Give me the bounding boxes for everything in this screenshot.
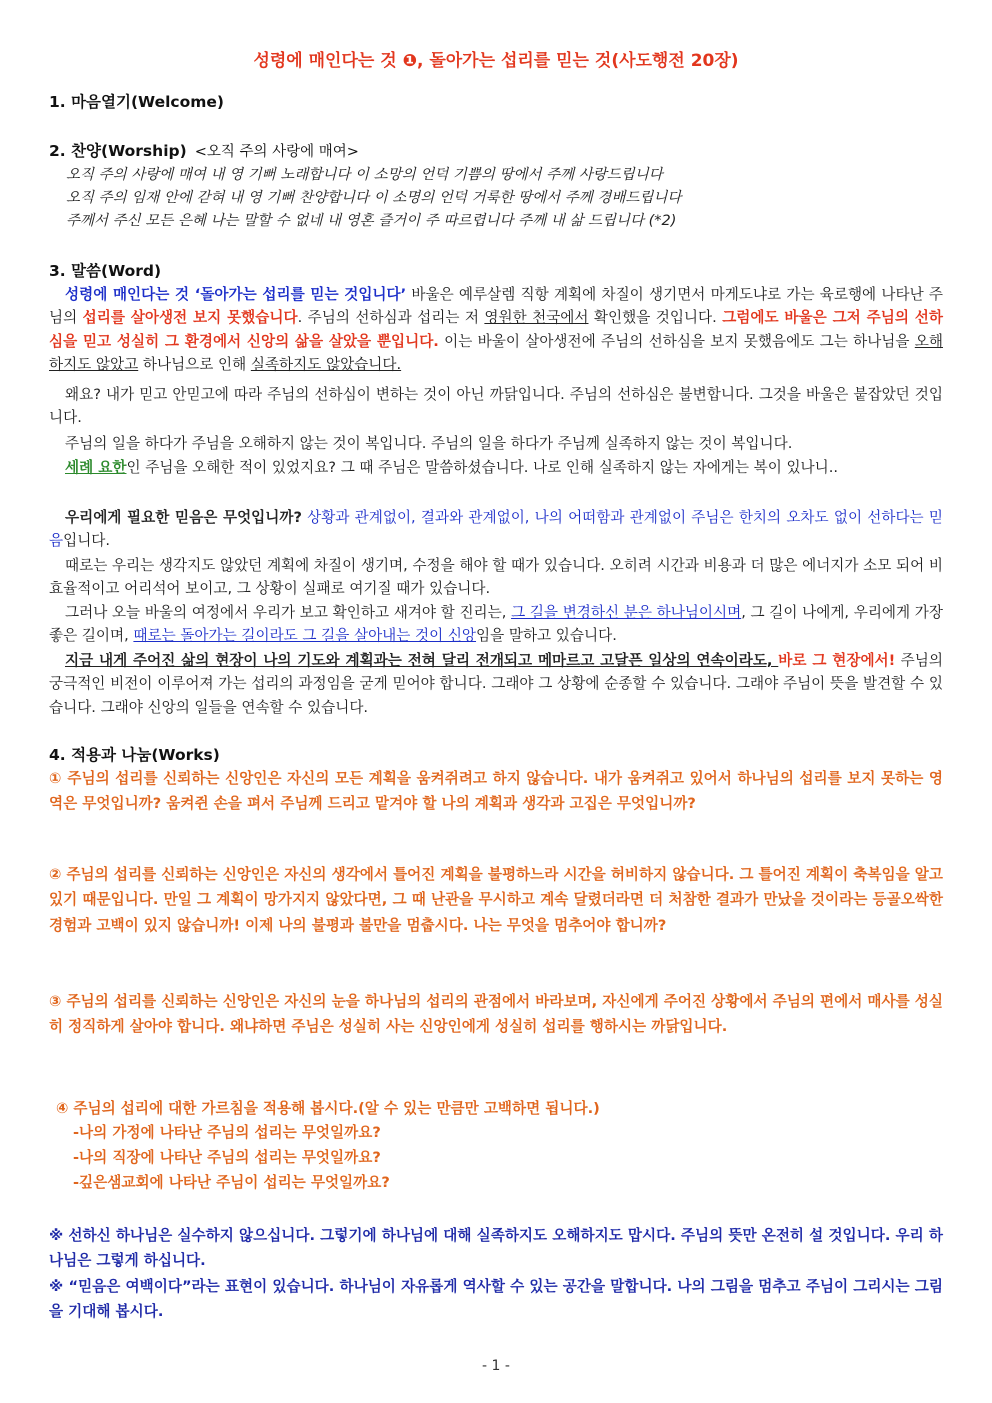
- closing-note-1: ※ 선하신 하나님은 실수하지 않으십니다. 그렇기에 하나님에 대해 실족하지도 오해하지도 맙시다. 주님의 뜻만 온전히 설 것입니다. 우리 하나님은 그렇게 하십니다.: [49, 1227, 943, 1270]
- word-p7-e: 임을 말하고 있습니다.: [476, 627, 617, 645]
- word-p1-lead: 성령에 매인다는 것 ‘돌아가는 섭리를 믿는 것입니다’: [65, 286, 407, 303]
- word-p1-e: 영원한 천국에서: [484, 309, 589, 327]
- word-p8-b: 바로 그 현장에서!: [778, 652, 896, 669]
- works-question-4: ④ 주님의 섭리에 대한 가르침을 적용해 봅시다.(알 수 있는 만큼만 고백하면 됩니다.): [56, 1100, 600, 1117]
- works-question-1: ① 주님의 섭리를 신뢰하는 신앙인은 자신의 모든 계획을 움켜쥐려고 하지 않습니다. 내가 움켜쥐고 있어서 하나님의 섭리를 보지 못하는 영역은 무엇입니까? 움켜쥔 손을 펴서 주님께 드리고 맡겨야 할 나의 계획과 생각과 고집은 무엇입니까?: [49, 770, 943, 813]
- works-question-4-item-1: -나의 가정에 나타난 주님의 섭리는 무엇일까요?: [73, 1124, 381, 1141]
- word-paragraph-3: 주님의 일을 하다가 주님을 오해하지 않는 것이 복입니다. 주님의 일을 하다가 주님께 실족하지 않는 것이 복입니다.: [65, 435, 793, 452]
- word-p4-b: 인 주님을 오해한 적이 있었지요? 그 때 주님은 말씀하셨습니다. 나로 인해 실족하지 않는 자에게는 복이 있나니..: [126, 459, 839, 476]
- word-p1-b: 바울은 예루살렘 직항 계획에 차질이 생기면서 마게도냐로 가는 육로행에 나타난 주님의: [49, 286, 944, 327]
- song-line-1: 오직 주의 사랑에 매여 내 영 기뻐 노래합니다 이 소망의 언덕 기쁨의 땅에서 주께 사랑드립니다: [66, 167, 663, 183]
- worship-heading-text: 2. 찬양(Worship): [49, 142, 187, 160]
- song-title: <오직 주의 사랑에 매여>: [194, 144, 359, 160]
- works-question-4-item-2: -나의 직장에 나타난 주님의 섭리는 무엇일까요?: [73, 1149, 381, 1166]
- word-p8-a: 지금 내게 주어진 삶의 현장이 나의 기도와 계획과는 전혀 달리 전개되고 메마르고 고달픈 일상의 연속이라도,: [65, 652, 779, 669]
- section-word-heading: 3. 말씀(Word): [49, 262, 162, 280]
- works-question-4-item-3: -깊은샘교회에 나타난 주님이 섭리는 무엇일까요?: [73, 1174, 390, 1191]
- page-number: - 1 -: [482, 1358, 510, 1374]
- word-paragraph-4: [49, 456, 943, 479]
- word-paragraph-7: [49, 601, 943, 648]
- page-title: 성령에 매인다는 것 ❶, 돌아가는 섭리를 믿는 것(사도행전 20장): [253, 51, 739, 71]
- section-works-heading: 4. 적용과 나눔(Works): [49, 746, 220, 764]
- word-p1-d: . 주님의 선하심과 섭리는 저: [297, 309, 485, 327]
- word-p8-c: 주님의 궁극적인 비전이 이루어져 가는 섭리의 과정임을 굳게 믿어야 합니다. 그래야 그 상황에 순종할 수 있습니다. 그래야 주님이 뜻을 발견할 수 있습니다. 그래야 신앙의 일들을 연속할 수 있습니다.: [49, 652, 943, 716]
- word-paragraph-2: 왜요? 내가 믿고 안믿고에 따라 주님의 선하심이 변하는 것이 아닌 까닭입니다. 주님의 선하심은 불변합니다. 그것을 바울은 붙잡았던 것입니다.: [49, 386, 943, 427]
- song-line-3: 주께서 주신 모든 은혜 나는 말할 수 없네 내 영혼 즐거이 주 따르렵니다 주께 내 삶 드립니다 (*2): [66, 213, 677, 229]
- word-paragraph-5: [49, 506, 943, 553]
- word-paragraph-1: [49, 283, 943, 376]
- word-p1-k: 실족하지도 않았습니다.: [250, 355, 402, 373]
- section-worship-heading: [49, 139, 359, 161]
- word-p7-d: 때로는 돌아가는 길이라도 그 길을 살아내는 것이 신앙: [133, 627, 477, 645]
- word-p1-i: 오해하지도 않았고: [49, 332, 943, 373]
- word-p1-c: 섭리를 살아생전 보지 못했습니다: [82, 309, 298, 327]
- song-line-2: 오직 주의 임재 안에 갇혀 내 영 기뻐 찬양합니다 이 소명의 언덕 거룩한 땅에서 주께 경배드립니다: [66, 190, 682, 206]
- closing-note-2: ※ “믿음은 여백이다”라는 표현이 있습니다. 하나님이 자유롭게 역사할 수 있는 공간을 말합니다. 나의 그림을 멈추고 주님이 그리시는 그림을 기대해 봅시다.: [49, 1278, 943, 1321]
- word-paragraph-6: 때로는 우리는 생각지도 않았던 계획에 차질이 생기며, 수정을 해야 할 때가 있습니다. 오히려 시간과 비용과 더 많은 에너지가 소모 되어 비효율적이고 어리석어 보이고, 그 상황이 실패로 여기질 때가 있습니다.: [49, 557, 943, 598]
- word-p5-b: 상황과 관계없이, 결과와 관계없이, 나의 어떠함과 관계없이 주님은 한치의 오차도 없이 선하다는 믿음: [49, 509, 943, 550]
- word-p1-g: 그럼에도 바울은 그저 주님의 선하심을 믿고 성실히 그 환경에서 신앙의 삶을 살았을 뿐입니다.: [49, 309, 943, 350]
- section-welcome-heading: 1. 마음열기(Welcome): [49, 93, 224, 111]
- word-p5-a: 우리에게 필요한 믿음은 무엇입니까?: [65, 509, 302, 526]
- works-question-2: ② 주님의 섭리를 신뢰하는 신앙인은 자신의 생각에서 틀어진 계획을 불평하느라 시간을 허비하지 않습니다. 그 틀어진 계획이 축복임을 알고 있기 때문입니다. 만일 그 계획이 망가지지 않았다면, 그 때 난관을 무시하고 계속 달렸더라면 더 처참한 결과가 만났을 것이라는 등골오싹한 경험과 고백이 있지 않습니까! 이제 나의 불평과 불만을 멈춥시다. 나는 무엇을 멈추어야 합니까?: [49, 866, 943, 934]
- word-p1-j: 하나님으로 인해: [138, 355, 251, 373]
- word-p7-a: 그러나 오늘 바울의 여정에서 우리가 보고 확인하고 새겨야 할 진리는,: [65, 604, 512, 621]
- word-p1-h: 이는 바울이 살아생전에 주님의 선하심을 보지 못했음에도 그는 하나님을: [438, 332, 915, 350]
- word-p7-c: , 그 길이 나에게, 우리에게 가장 좋은 길이며,: [49, 604, 943, 645]
- word-p7-b: 그 길을 변경하신 분은 하나님이시며: [511, 604, 742, 621]
- word-paragraph-8: [49, 649, 943, 719]
- word-p1-f: 확인했을 것입니다.: [588, 309, 723, 327]
- word-p4-a: 세례 요한: [65, 459, 127, 476]
- word-p5-c: 입니다.: [63, 532, 111, 550]
- works-question-3: ③ 주님의 섭리를 신뢰하는 신앙인은 자신의 눈을 하나님의 섭리의 관점에서 바라보며, 자신에게 주어진 상황에서 주님의 편에서 매사를 성실히 정직하게 살아야 합니다. 왜냐하면 주님은 성실히 사는 신앙인에게 성실히 섭리를 행하시는 까닭입니다.: [49, 993, 943, 1036]
